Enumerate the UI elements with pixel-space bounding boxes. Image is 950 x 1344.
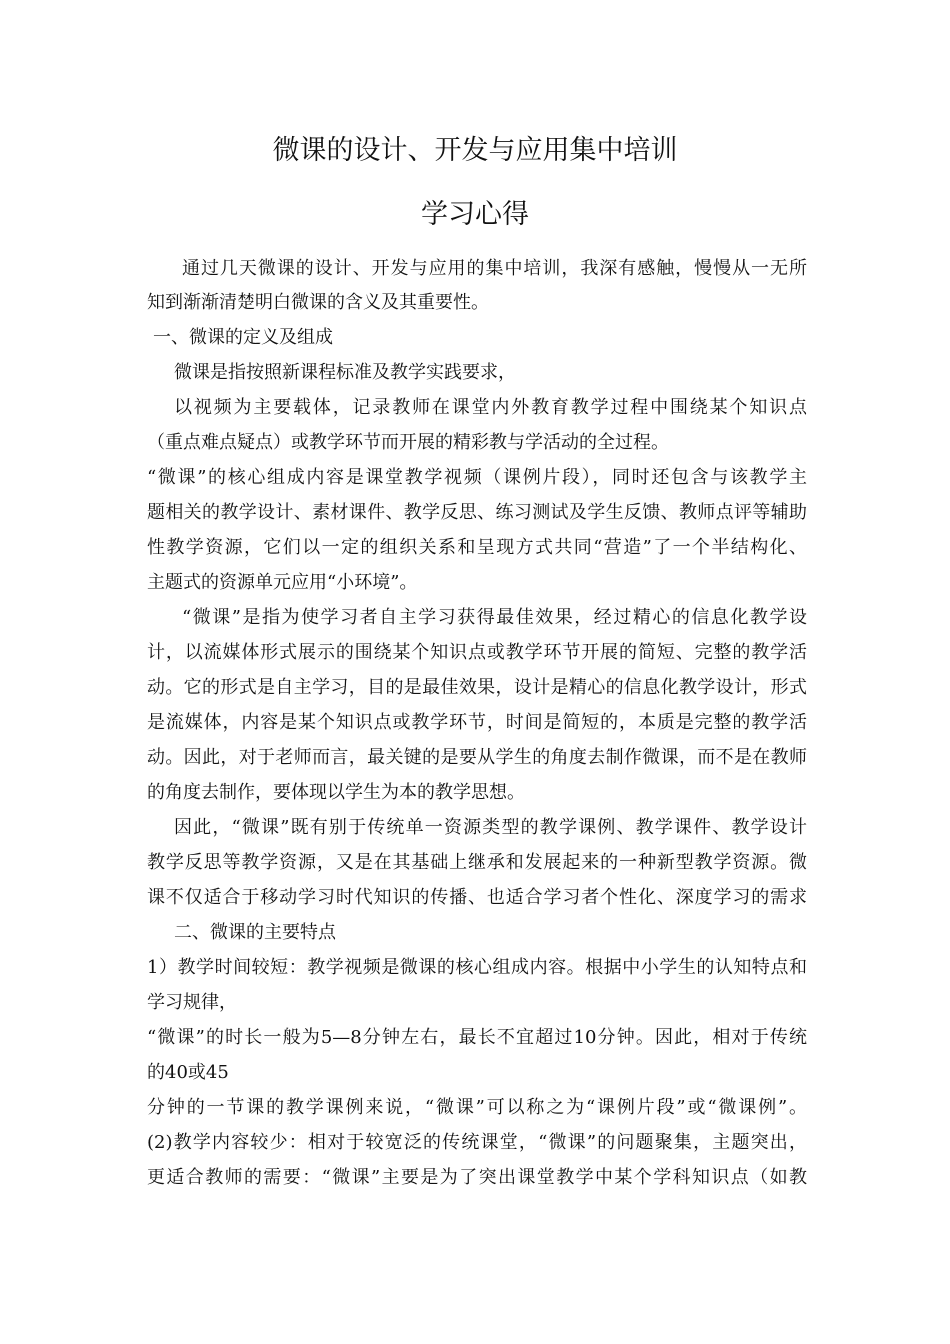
paragraph-line: 课不仅适合于移动学习时代知识的传播、也适合学习者个性化、深度学习的需求 — [147, 887, 807, 908]
paragraph-line: 以视频为主要载体，记录教师在课堂内外教育教学过程中围绕某个知识点 — [174, 397, 807, 418]
paragraph-line: 是流媒体，内容是某个知识点或教学环节，时间是简短的，本质是完整的教学活 — [147, 712, 807, 733]
paragraph-line: 因此，“微课”既有别于传统单一资源类型的教学课例、教学课件、教学设计 — [174, 817, 807, 838]
paragraph-line: 更适合教师的需要：“微课”主要是为了突出课堂教学中某个学科知识点（如教 — [147, 1167, 807, 1188]
paragraph-line: 动。它的形式是自主学习，目的是最佳效果，设计是精心的信息化教学设计，形式 — [147, 677, 807, 698]
paragraph-line: 的40或45 — [147, 1062, 229, 1083]
document-subtitle: 学习心得 — [421, 199, 529, 230]
paragraph-line: 动。因此，对于老师而言，最关键的是要从学生的角度去制作微课，而不是在教师 — [147, 747, 807, 768]
paragraph-line: （重点难点疑点）或教学环节而开展的精彩教与学活动的全过程。 — [147, 432, 669, 453]
section-heading: 一、微课的定义及组成 — [153, 327, 333, 348]
paragraph-line: 知到渐渐清楚明白微课的含义及其重要性。 — [147, 292, 489, 313]
paragraph-line: 通过几天微课的设计、开发与应用的集中培训，我深有感触，慢慢从一无所 — [182, 258, 807, 279]
paragraph-line: 教学反思等教学资源，又是在其基础上继承和发展起来的一种新型教学资源。微 — [147, 852, 807, 873]
paragraph-line: 1）教学时间较短：教学视频是微课的核心组成内容。根据中小学生的认知特点和 — [147, 957, 807, 978]
paragraph-line: 的角度去制作，要体现以学生为本的教学思想。 — [147, 782, 525, 803]
section-heading: 二、微课的主要特点 — [174, 922, 336, 943]
paragraph-line: “微课”是指为使学习者自主学习获得最佳效果，经过精心的信息化教学设 — [182, 607, 807, 628]
paragraph-line: 学习规律， — [147, 992, 237, 1013]
document-title: 微课的设计、开发与应用集中培训 — [272, 135, 678, 166]
paragraph-line: 微课是指按照新课程标准及教学实践要求， — [174, 362, 516, 383]
paragraph-line: 性教学资源，它们以一定的组织关系和呈现方式共同“营造”了一个半结构化、 — [147, 537, 807, 558]
paragraph-line: (2)教学内容较少：相对于较宽泛的传统课堂，“微课”的问题聚集，主题突出， — [147, 1132, 807, 1153]
paragraph-line: 主题式的资源单元应用“小环境”。 — [147, 572, 418, 593]
paragraph-line: 题相关的教学设计、素材课件、教学反思、练习测试及学生反馈、教师点评等辅助 — [147, 502, 807, 523]
paragraph-line: “微课”的时长一般为5—8分钟左右，最长不宜超过10分钟。因此，相对于传统 — [147, 1027, 807, 1048]
paragraph-line: 分钟的一节课的教学课例来说，“微课”可以称之为“课例片段”或“微课例”。 — [147, 1097, 807, 1118]
paragraph-line: 计，以流媒体形式展示的围绕某个知识点或教学环节开展的简短、完整的教学活 — [147, 642, 807, 663]
paragraph-line: “微课”的核心组成内容是课堂教学视频（课例片段），同时还包含与该教学主 — [147, 467, 807, 488]
